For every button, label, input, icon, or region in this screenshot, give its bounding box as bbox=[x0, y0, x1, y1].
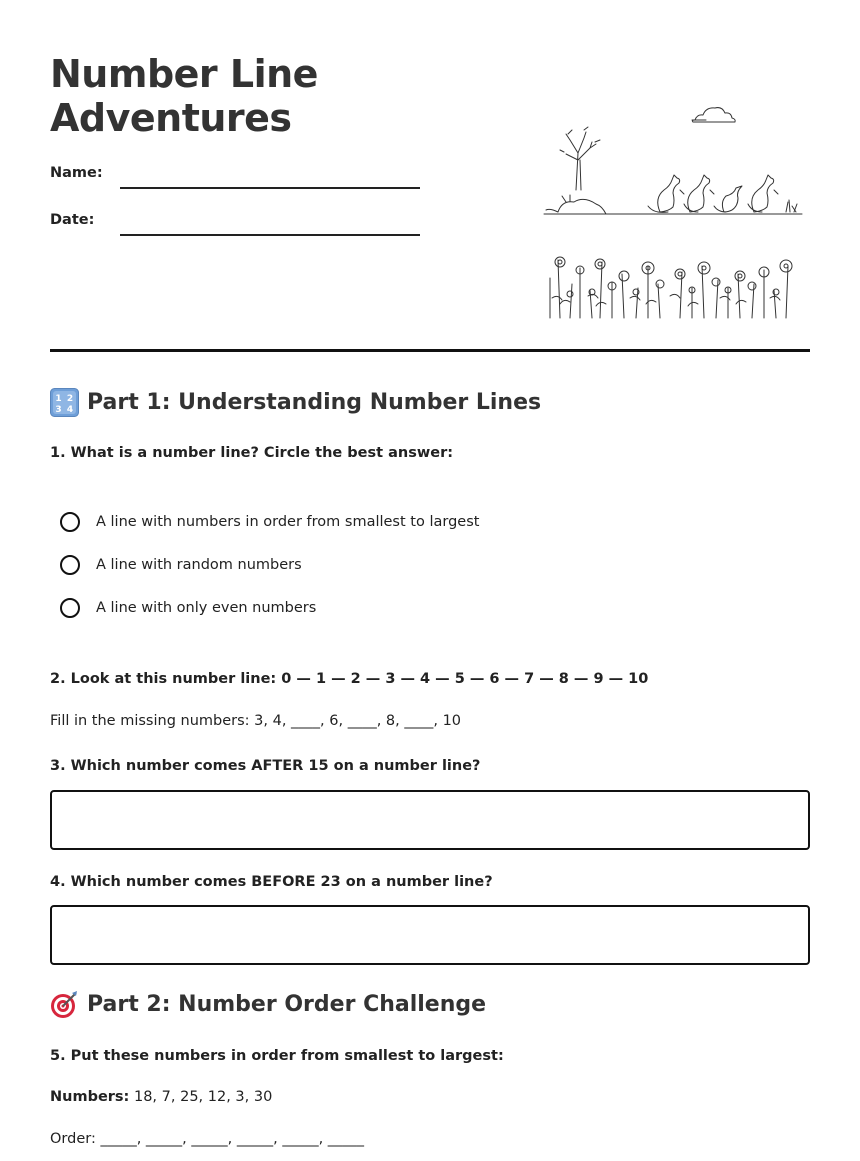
kangaroo-icon-4 bbox=[748, 175, 778, 212]
question-1: 1. What is a number line? Circle the best answer: bbox=[50, 445, 454, 461]
question-2: 2. Look at this number line: 0 — 1 — 2 — 3 — 4 — 5 — 6 — 7 — 8 — 9 — 10 bbox=[50, 671, 649, 687]
svg-text:1: 1 bbox=[55, 394, 62, 404]
input-numbers-icon bbox=[50, 388, 79, 417]
q1-option-3[interactable] bbox=[60, 595, 316, 621]
title-line-2: Adventures bbox=[50, 96, 292, 140]
radio-circle-icon[interactable] bbox=[60, 555, 80, 575]
name-field[interactable] bbox=[50, 165, 420, 189]
radio-circle-icon[interactable] bbox=[60, 512, 80, 532]
q1-option-label: A line with numbers in order from smallest to largest bbox=[96, 514, 480, 530]
cloud-icon bbox=[692, 108, 735, 122]
question-5: 5. Put these numbers in order from smallest to largest: bbox=[50, 1048, 504, 1064]
resting-kangaroo-icon bbox=[546, 195, 606, 214]
radio-circle-icon[interactable] bbox=[60, 598, 80, 618]
name-label: Name: bbox=[50, 165, 103, 181]
part2-title bbox=[50, 990, 486, 1019]
q1-option-1[interactable] bbox=[60, 509, 479, 535]
date-label: Date: bbox=[50, 212, 95, 228]
part1-title-text: Part 1: Understanding Number Lines bbox=[87, 390, 542, 415]
numbers-value: 18, 7, 25, 12, 3, 30 bbox=[129, 1089, 273, 1105]
date-write-line[interactable] bbox=[120, 234, 420, 236]
page-title bbox=[50, 52, 318, 140]
svg-text:3: 3 bbox=[55, 405, 62, 415]
part2-title-text: Part 2: Number Order Challenge bbox=[87, 992, 487, 1017]
kangaroo-icon-1 bbox=[648, 175, 684, 212]
dart-target-icon bbox=[50, 990, 79, 1019]
part1-title bbox=[50, 388, 541, 417]
numbers-label: Numbers: bbox=[50, 1089, 130, 1105]
q4-answer-box[interactable] bbox=[50, 905, 810, 965]
q1-option-label: A line with only even numbers bbox=[96, 600, 317, 616]
header-divider bbox=[50, 349, 810, 352]
numbers-list bbox=[50, 1089, 272, 1105]
kangaroo-icon-2 bbox=[684, 175, 714, 212]
date-field[interactable] bbox=[50, 212, 420, 236]
svg-text:2: 2 bbox=[66, 394, 74, 404]
q1-option-2[interactable] bbox=[60, 552, 302, 578]
q3-answer-box[interactable] bbox=[50, 790, 810, 850]
question-3: 3. Which number comes AFTER 15 on a number line? bbox=[50, 758, 481, 774]
q1-option-label: A line with random numbers bbox=[96, 557, 302, 573]
question-4: 4. Which number comes BEFORE 23 on a number line? bbox=[50, 874, 493, 890]
flowers-icon bbox=[550, 257, 792, 318]
kangaroo-icon-3 bbox=[714, 186, 742, 212]
tree-icon bbox=[560, 127, 600, 190]
q2-fill-in: Fill in the missing numbers: 3, 4, ____, 6, ____, 8, ____, 10 bbox=[50, 713, 462, 729]
title-line-1: Number Line bbox=[50, 52, 318, 96]
svg-text:4: 4 bbox=[66, 405, 74, 415]
kangaroo-illustration bbox=[540, 98, 810, 328]
order-answer-line: Order: _____, _____, _____, _____, _____, _____ bbox=[50, 1131, 365, 1147]
name-write-line[interactable] bbox=[120, 187, 420, 189]
